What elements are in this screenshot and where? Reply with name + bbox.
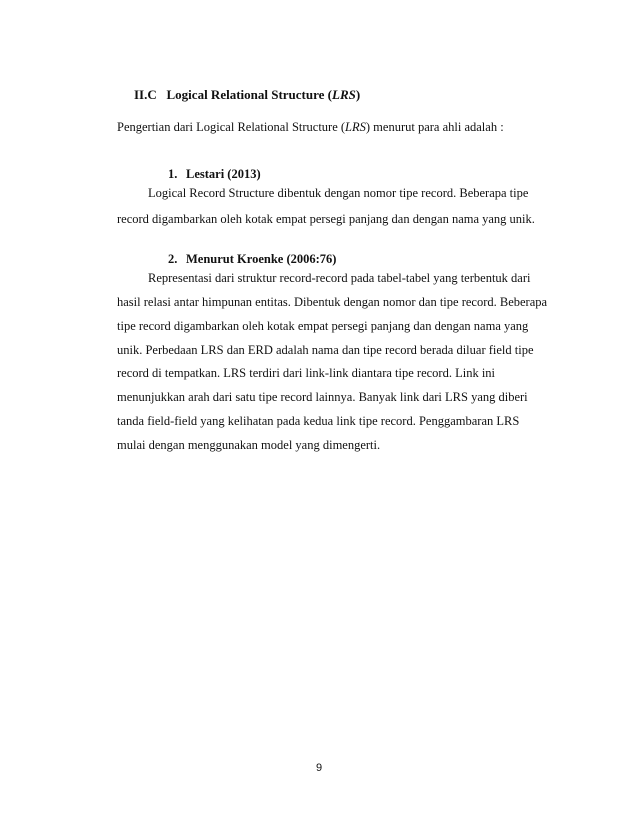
intro-before: Pengertian dari Logical Relational Structure ( xyxy=(117,120,346,134)
paragraph-line: record digambarkan oleh kotak empat persegi panjang dan dengan nama yang unik. xyxy=(117,212,535,226)
subheading-kroenke xyxy=(168,251,336,267)
paragraph-line: tanda field-field yang kelihatan pada kedua link tipe record. Penggambaran LRS xyxy=(117,414,520,428)
intro-paragraph xyxy=(117,119,504,135)
subheading-text: Lestari (2013) xyxy=(186,167,261,181)
paragraph-line: unik. Perbedaan LRS dan ERD adalah nama dan tipe record berada diluar field tipe xyxy=(117,343,534,357)
subheading-text: Menurut Kroenke (2006:76) xyxy=(186,252,337,266)
list-number: 1. xyxy=(168,167,178,181)
paragraph-line: tipe record digambarkan oleh kotak empat persegi panjang dan dengan nama yang xyxy=(117,319,529,333)
paragraph-line: record di tempatkan. LRS terdiri dari link-link diantara tipe record. Link ini xyxy=(117,366,496,380)
paragraph-line: menunjukkan arah dari satu tipe record lainnya. Banyak link dari LRS yang diberi xyxy=(117,390,528,404)
intro-after: ) menurut para ahli adalah : xyxy=(365,120,504,134)
section-title-abbrev: LRS xyxy=(332,87,356,102)
section-number: II.C xyxy=(134,87,157,102)
page-number: 9 xyxy=(315,762,323,774)
paragraph-line: Representasi dari struktur record-record pada tabel-tabel yang terbentuk dari xyxy=(148,271,531,285)
paragraph-line: mulai dengan menggunakan model yang dimengerti. xyxy=(117,438,381,452)
section-heading xyxy=(134,87,360,103)
list-number: 2. xyxy=(168,252,178,266)
subheading-lestari xyxy=(168,166,261,182)
intro-abbrev: LRS xyxy=(345,120,366,134)
section-title-close: ) xyxy=(355,87,361,102)
section-title: Logical Relational Structure ( xyxy=(166,87,333,102)
paragraph-line: Logical Record Structure dibentuk dengan nomor tipe record. Beberapa tipe xyxy=(148,186,529,200)
paragraph-line: hasil relasi antar himpunan entitas. Dibentuk dengan nomor dan tipe record. Beberapa xyxy=(117,295,548,309)
